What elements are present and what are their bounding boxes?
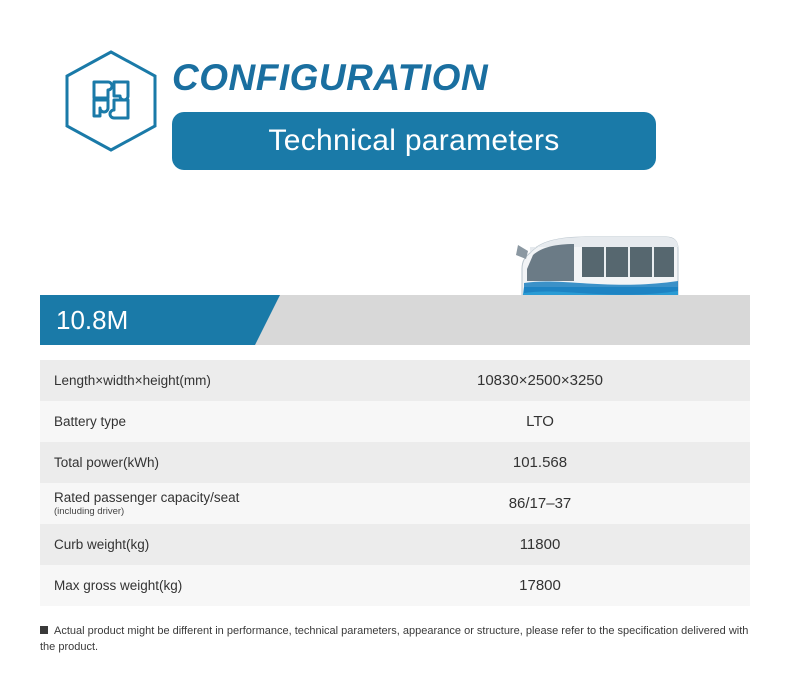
row-label-text: Battery type bbox=[54, 414, 127, 429]
row-label bbox=[40, 565, 330, 606]
page-title: CONFIGURATION bbox=[172, 57, 489, 98]
model-label: 10.8M bbox=[56, 305, 129, 335]
technical-parameters-table bbox=[40, 360, 750, 606]
row-value: 11800 bbox=[519, 536, 561, 553]
subtitle-text: Technical parameters bbox=[268, 124, 560, 157]
row-value: 10830×2500×3250 bbox=[477, 372, 603, 389]
row-value: 101.568 bbox=[512, 454, 568, 471]
table-row bbox=[40, 483, 750, 524]
table-row bbox=[40, 524, 750, 565]
footnote-text: Actual product might be different in performance, technical parameters, appearance or structure, please refer to the specification delivered with the product. bbox=[40, 625, 749, 653]
row-label bbox=[40, 401, 330, 442]
row-value: LTO bbox=[526, 413, 554, 430]
table-row bbox=[40, 401, 750, 442]
row-value: 17800 bbox=[519, 577, 561, 594]
page-header bbox=[0, 0, 790, 200]
puzzle-hexagon-icon bbox=[58, 48, 164, 154]
subtitle-banner bbox=[172, 112, 656, 170]
row-label-text: Length×width×height(mm) bbox=[54, 373, 211, 388]
table-row bbox=[40, 442, 750, 483]
row-label bbox=[40, 483, 330, 524]
table-row bbox=[40, 360, 750, 401]
model-banner bbox=[40, 295, 750, 345]
row-label-text: Max gross weight(kg) bbox=[54, 578, 183, 593]
row-label bbox=[40, 442, 330, 483]
table-row bbox=[40, 565, 750, 606]
row-label-text: Rated passenger capacity/seat bbox=[54, 490, 240, 505]
row-label-text: Total power(kWh) bbox=[54, 455, 160, 470]
square-bullet-icon bbox=[40, 626, 48, 634]
row-value: 86/17–37 bbox=[508, 495, 572, 512]
footnote bbox=[40, 624, 756, 656]
row-label bbox=[40, 524, 330, 565]
row-label-text: Curb weight(kg) bbox=[54, 537, 150, 552]
row-label bbox=[40, 360, 330, 401]
row-label-subtext: (including driver) bbox=[54, 506, 125, 517]
